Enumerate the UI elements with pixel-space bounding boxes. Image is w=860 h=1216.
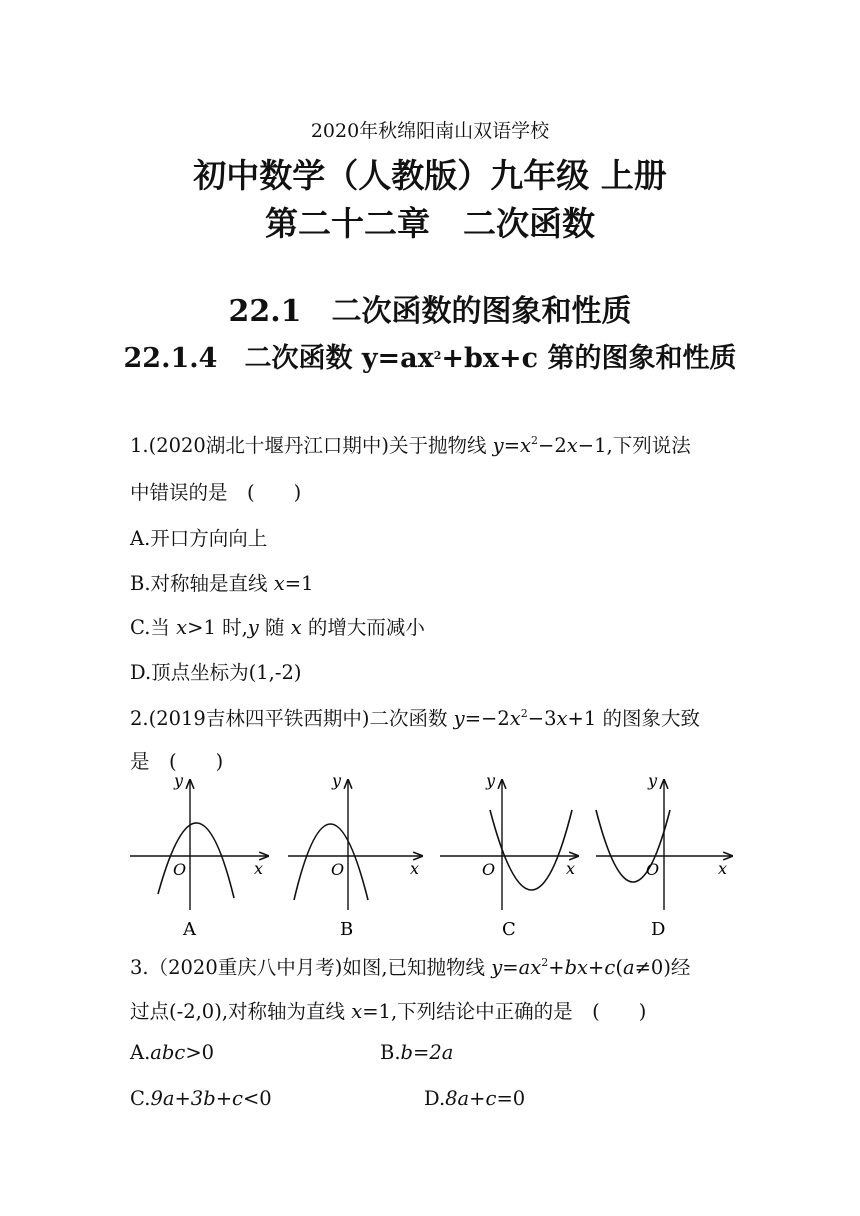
graph-b-label: B: [340, 919, 354, 940]
graph-c-x-label: x: [566, 859, 576, 878]
graph-c: [440, 771, 578, 940]
graph-b: [288, 771, 422, 940]
course-title: 初中数学（人教版）九年级 上册: [193, 156, 667, 195]
graph-c-label: C: [502, 919, 516, 940]
q3-stem-line2: 过点(-2,0),对称轴为直线 x=1,下列结论中正确的是 ( ): [130, 1000, 647, 1023]
q2-graphs: [0, 770, 860, 940]
graph-c-y-label: y: [486, 771, 496, 790]
q3-option-c: C.9a+3b+c<0: [130, 1087, 272, 1110]
school-name: 2020年秋绵阳南山双语学校: [310, 120, 550, 142]
graph-a-origin: O: [173, 860, 187, 879]
q1-option-a: A.开口方向向上: [130, 527, 268, 550]
graph-d-origin: O: [646, 860, 660, 879]
chapter-title: 第二十二章 二次函数: [265, 204, 595, 243]
subsection-title: 22.1.4 二次函数 $y=ax^2+bx+c$ 第的图象和性质: [123, 343, 737, 374]
q1-option-b: B.对称轴是直线 x=1: [130, 572, 314, 595]
graph-d: [596, 771, 732, 940]
graph-d-y-label: y: [648, 771, 658, 790]
graph-b-origin: O: [331, 860, 345, 879]
graph-d-label: D: [651, 919, 666, 940]
q1-stem-line1: 1.(2020湖北十堰丹江口期中)关于抛物线 $y=x^2-2x-1$,下列说法: [130, 434, 691, 457]
q2-stem-line2: 是 ( ): [130, 750, 224, 773]
graph-a: [130, 771, 268, 940]
graph-a-y-label: y: [174, 771, 184, 790]
section-title: 22.1 二次函数的图象和性质: [228, 294, 632, 329]
graph-c-origin: O: [482, 860, 496, 879]
graph-a-x-label: x: [254, 859, 264, 878]
q1-option-d: D.顶点坐标为(1,-2): [130, 661, 302, 684]
q1-option-c: C.当 x>1 时,y 随 x 的增大而减小: [130, 616, 425, 639]
graph-b-y-label: y: [332, 771, 342, 790]
q2-stem-line1: 2.(2019吉林四平铁西期中)二次函数 $y=-2x^2-3x+1$ 的图象大致: [130, 707, 700, 730]
graph-b-x-label: x: [410, 859, 420, 878]
q3-option-b: B.b=2a: [380, 1041, 454, 1064]
q3-option-a: A.abc>0: [130, 1041, 215, 1064]
q3-option-d: D.8a+c=0: [424, 1087, 526, 1110]
graph-a-label: A: [183, 919, 196, 940]
graph-d-x-label: x: [718, 859, 728, 878]
q1-stem-line2: 中错误的是 ( ): [130, 481, 302, 504]
q3-stem-line1: 3.（2020重庆八中月考)如图,已知抛物线 $y=ax^2+bx+c(a\ne 0)$经: [130, 956, 691, 979]
